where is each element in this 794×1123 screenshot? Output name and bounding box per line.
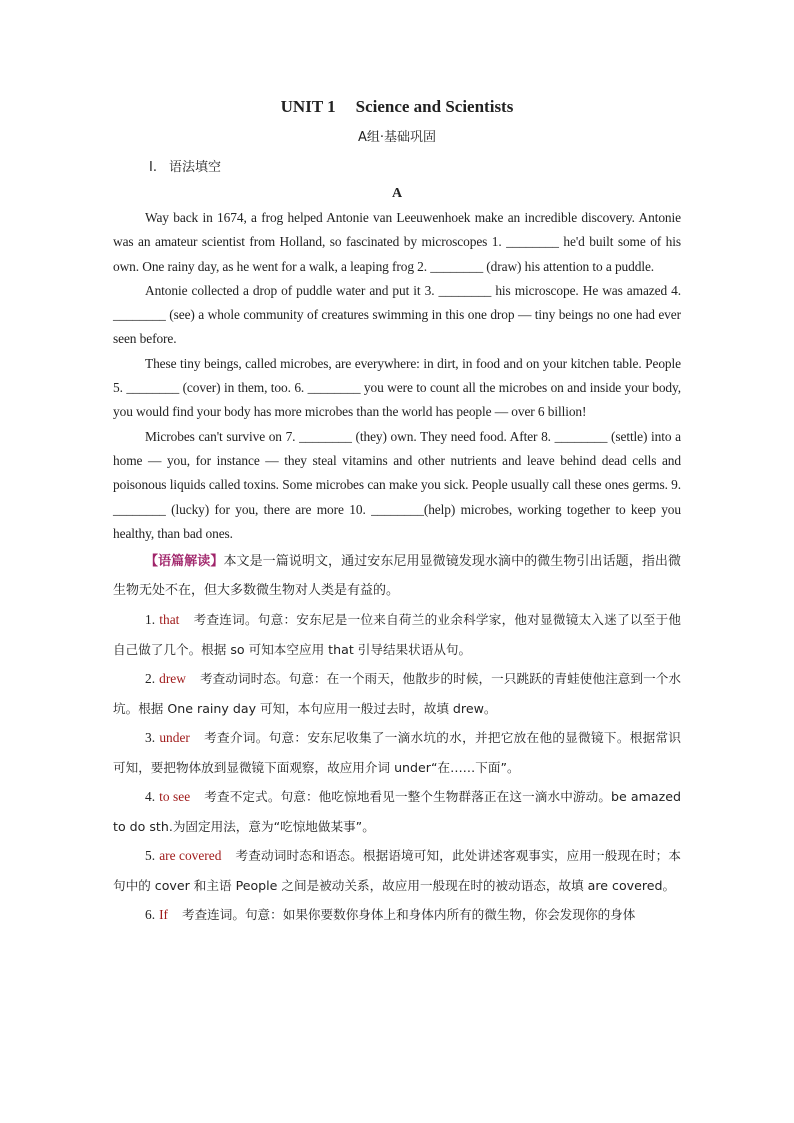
answer-item <box>113 782 681 841</box>
passage-label: A <box>391 186 403 201</box>
passage-paragraph: Way back in 1674, a frog helped Antonie van Leeuwenhoek make an incredible discovery. Antonie was an amateur scientist from Holland, so fascinated by microscopes 1. ________ he'd built some of his own. One rainy day, as he went for a walk, a leaping frog 2. ________ (draw) his attention to a puddle. <box>113 210 681 274</box>
answer-item <box>113 900 681 930</box>
answer-number: 3. <box>145 730 156 746</box>
answer-number: 5. <box>145 848 156 864</box>
answer-item <box>113 841 681 900</box>
unit-label: UNIT 1 <box>280 97 336 116</box>
analysis-tag: 【语篇解读】 <box>145 554 224 570</box>
answer-explanation: 考查连词。句意：如果你要数你身体上和身体内所有的微生物，你会发现你的身体 <box>181 907 636 923</box>
answer-item <box>113 664 681 723</box>
answer-key: are covered <box>159 848 222 864</box>
document-page <box>113 94 681 930</box>
section-heading <box>113 158 681 178</box>
answer-item <box>113 723 681 782</box>
answer-explanation: 考查动词时态。句意：在一个雨天，他散步的时候，一只跳跃的青蛙使他注意到一个水坑。根据 One rainy day 可知，本句应用一般过去时，故填 drew。 <box>113 671 681 716</box>
answer-number: 1. <box>145 612 156 628</box>
answer-key: that <box>159 612 180 628</box>
answer-key: If <box>159 907 168 923</box>
passage-analysis <box>113 548 681 605</box>
answer-key: drew <box>159 671 186 687</box>
group-subtitle: A组·基础巩固 <box>357 130 437 145</box>
section-number: Ⅰ. <box>149 160 157 175</box>
page-title <box>113 94 681 120</box>
passage-paragraph: These tiny beings, called microbes, are everywhere: in dirt, in food and on your kitchen table. People 5. ________ (cover) in them, too. 6. ________ you were to count all the microbes on and inside your body, you would find your body has more microbes than the world has people — over 6 billion! <box>113 355 681 420</box>
answer-explanation: 考查连词。句意：安东尼是一位来自荷兰的业余科学家，他对显微镜太入迷了以至于他自己做了几个。根据 so 可知本空应用 that 引导结果状语从句。 <box>113 612 681 657</box>
answer-explanation: 考查介词。句意：安东尼收集了一滴水坑的水，并把它放在他的显微镜下。根据常识可知，要把物体放到显微镜下面观察，故应用介词 under“在……下面”。 <box>113 730 681 775</box>
section-name: 语法填空 <box>168 160 221 175</box>
passage-paragraph: Microbes can't survive on 7. ________ (they) own. They need food. After 8. ________ (settle) into a home — you, for instance — they steal vitamins and other nutrients and leave behind dead cells and poisonous liquids called toxins. Some microbes can make you sick. People usually call these ones germs. 9. ________ (lucky) for you, there are more 10. ________(help) microbes, working together to keep you healthy, than bad ones. <box>113 428 681 541</box>
answer-key: to see <box>159 789 191 805</box>
answer-key: under <box>159 730 190 746</box>
answer-number: 6. <box>145 907 156 923</box>
answer-explanation: 考查不定式。句意：他吃惊地看见一整个生物群落正在这一滴水中游动。be amazed to do sth.为固定用法，意为“吃惊地做某事”。 <box>113 789 681 834</box>
answer-number: 4. <box>145 789 156 805</box>
answer-item <box>113 605 681 664</box>
answer-explanation: 考查动词时态和语态。根据语境可知，此处讲述客观事实，应用一般现在时；本句中的 cover 和主语 People 之间是被动关系，故应用一般现在时的被动语态，故填 are covered。 <box>113 848 681 893</box>
passage-paragraph: Antonie collected a drop of puddle water and put it 3. ________ his microscope. He was amazed 4. ________ (see) a whole community of creatures swimming in this one drop — tiny beings no one had ever seen before. <box>113 282 681 347</box>
unit-title: Science and Scientists <box>355 97 514 116</box>
answer-number: 2. <box>145 671 156 687</box>
analysis-text: 本文是一篇说明文，通过安东尼用显微镜发现水滴中的微生物引出话题，指出微生物无处不在，但大多数微生物对人类是有益的。 <box>113 554 681 598</box>
